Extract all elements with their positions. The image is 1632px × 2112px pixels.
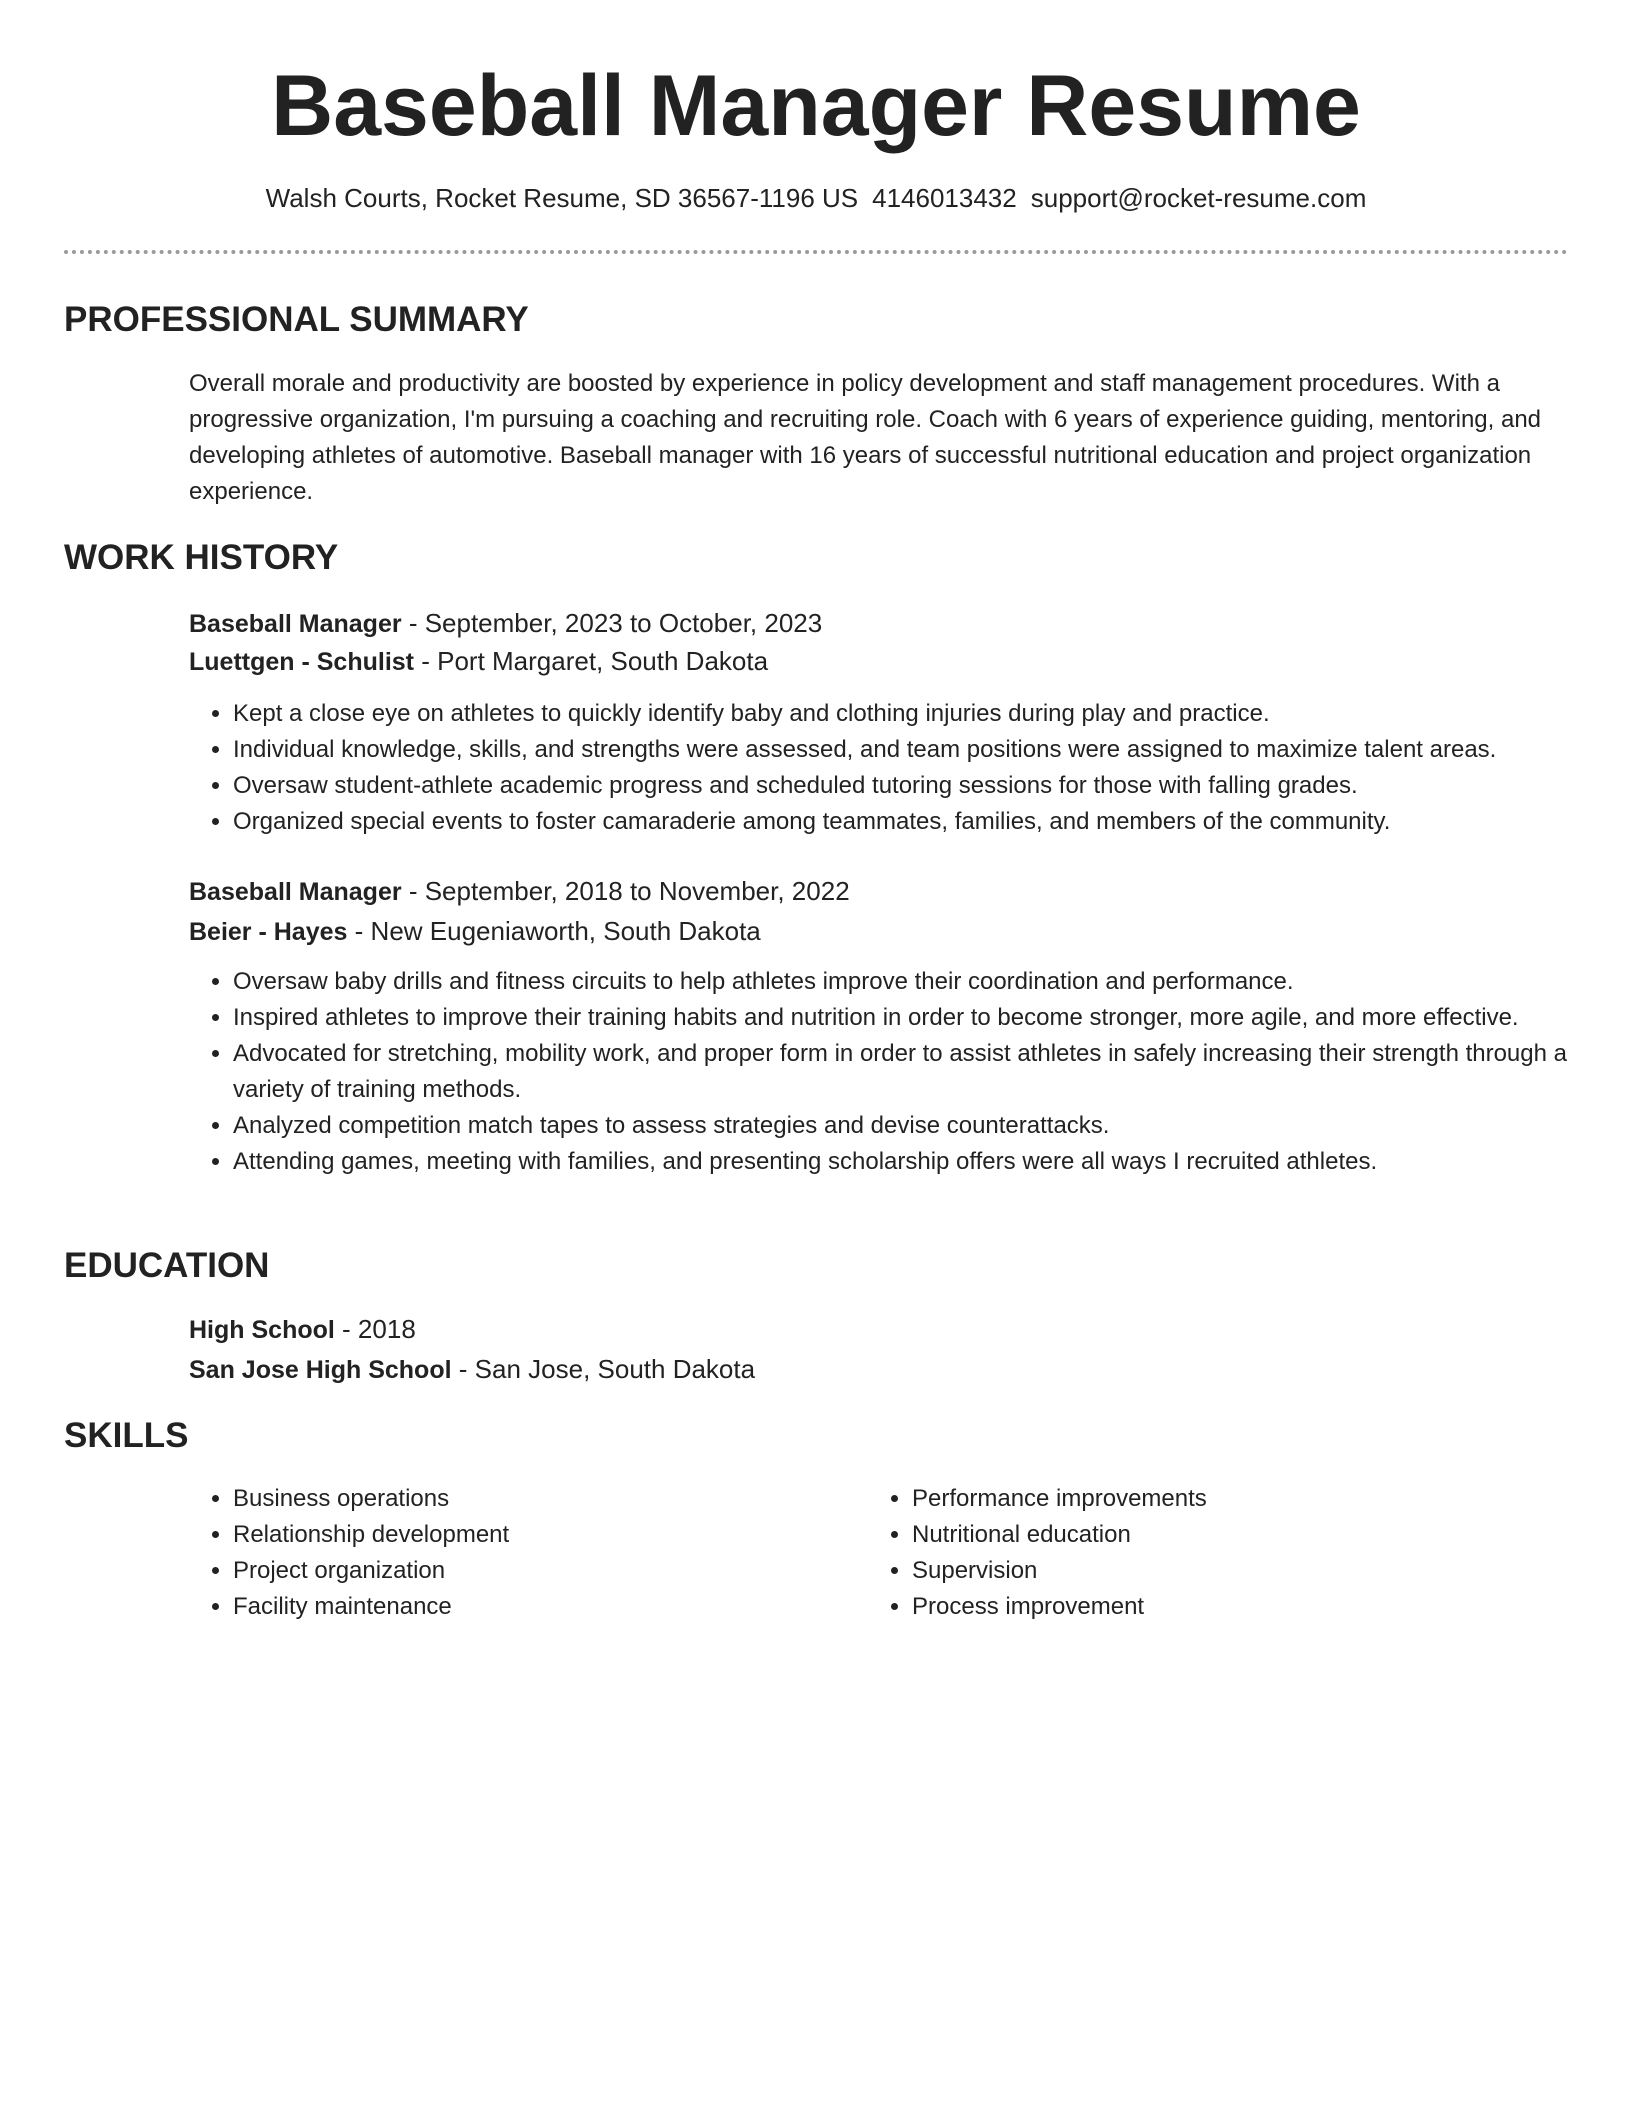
list-item: • Advocated for stretching, mobility work, and proper form in order to assist athletes in safely increasing their strength through a variety of training methods. (233, 1036, 1613, 1108)
list-item: • Attending games, meeting with families, and presenting scholarship offers were all ways I recruited athletes. (233, 1144, 1613, 1180)
education-school: San Jose High School (189, 1356, 452, 1384)
list-item: • Business operations (233, 1481, 853, 1517)
education-heading: EDUCATION (64, 1246, 270, 1285)
education-location: - San Jose, South Dakota (451, 1354, 756, 1384)
contact-info (0, 180, 1632, 216)
header-divider (64, 250, 1568, 254)
list-item: • Project organization (233, 1553, 853, 1589)
job-2-dates: - September, 2018 to November, 2022 (401, 876, 850, 906)
job-2-location: - New Eugeniaworth, South Dakota (347, 916, 761, 946)
list-item: • Individual knowledge, skills, and strengths were assessed, and team positions were assigned to maximize talent areas. (233, 732, 1613, 768)
job-1-title-line (189, 604, 1569, 643)
education-year: - 2018 (334, 1314, 416, 1344)
job-1-location: - Port Margaret, South Dakota (414, 646, 769, 676)
education-school-line (189, 1350, 1569, 1389)
job-1-company: Luettgen - Schulist (189, 648, 414, 676)
job-1-dates: - September, 2023 to October, 2023 (401, 608, 823, 638)
email: support@rocket-resume.com (1030, 183, 1367, 213)
list-item: • Analyzed competition match tapes to assess strategies and devise counterattacks. (233, 1108, 1613, 1144)
job-1-company-line (189, 642, 1569, 681)
job-2-company-line (189, 912, 1569, 951)
resume-title: Baseball Manager Resume (271, 58, 1361, 154)
education-degree-line (189, 1310, 1569, 1349)
job-2-role: Baseball Manager (189, 878, 402, 906)
phone: 4146013432 (872, 183, 1017, 213)
list-item: • Inspired athletes to improve their training habits and nutrition in order to become stronger, more agile, and more effective. (233, 1000, 1613, 1036)
list-item: • Oversaw student-athlete academic progress and scheduled tutoring sessions for those with falling grades. (233, 768, 1613, 804)
job-2-title-line (189, 872, 1569, 911)
list-item: • Facility maintenance (233, 1589, 853, 1625)
list-item: • Kept a close eye on athletes to quickly identify baby and clothing injuries during play and practice. (233, 696, 1613, 732)
list-item: • Organized special events to foster camaraderie among teammates, families, and members of the community. (233, 804, 1613, 840)
summary-heading: PROFESSIONAL SUMMARY (64, 300, 529, 339)
list-item: • Relationship development (233, 1517, 853, 1553)
job-2-bullets (189, 964, 1613, 1180)
job-2-company: Beier - Hayes (189, 918, 348, 946)
job-1-role: Baseball Manager (189, 610, 402, 638)
address: Walsh Courts, Rocket Resume, SD 36567-1196 US (265, 183, 859, 213)
skills-heading: SKILLS (64, 1416, 189, 1455)
list-item: • Performance improvements (912, 1481, 1532, 1517)
skills-list-right (868, 1481, 1532, 1625)
list-item: • Nutritional education (912, 1517, 1532, 1553)
list-item: • Oversaw baby drills and fitness circuits to help athletes improve their coordination and performance. (233, 964, 1613, 1000)
list-item: • Supervision (912, 1553, 1532, 1589)
list-item: • Process improvement (912, 1589, 1532, 1625)
job-1-bullets (189, 696, 1613, 840)
education-degree: High School (189, 1316, 335, 1344)
summary-text: Overall morale and productivity are boosted by experience in policy development and staff management procedures. With a progressive organization, I'm pursuing a coaching and recruiting role. Coach with 6 years of experience guiding, mentoring, and developing athletes of automotive. Baseball manager with 16 years of successful nutritional education and project organization experience. (189, 370, 1542, 505)
skills-list-left (189, 1481, 853, 1625)
work-history-heading: WORK HISTORY (64, 538, 339, 577)
